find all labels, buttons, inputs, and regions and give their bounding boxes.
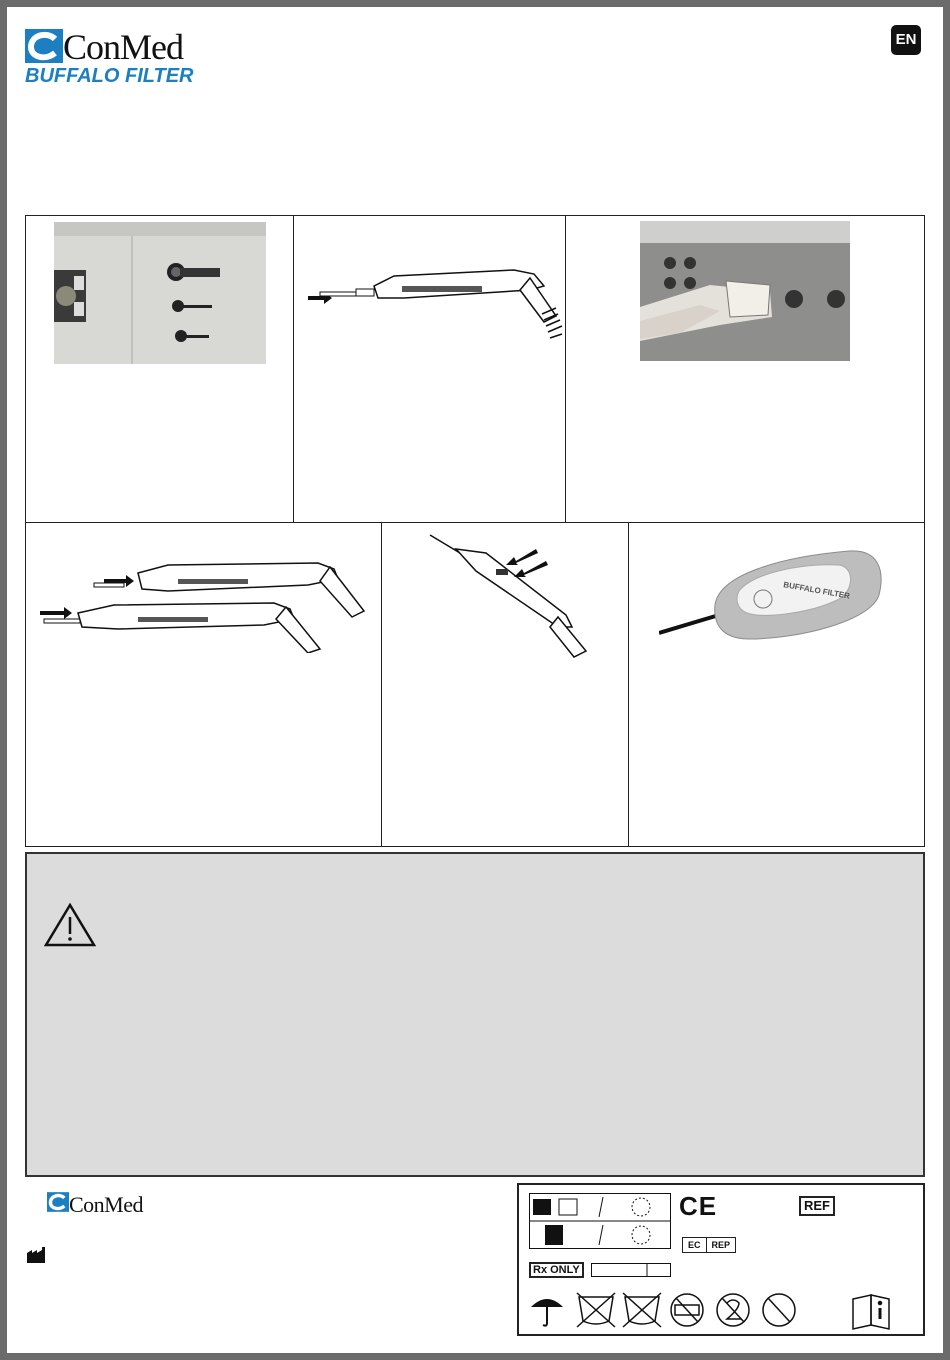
pencil-buttons-drawing (426, 531, 606, 661)
language-badge: EN (891, 25, 921, 55)
lot-box (591, 1263, 671, 1277)
ec-rep-label (682, 1237, 736, 1253)
symbols-box (517, 1183, 925, 1336)
storage-symbols-table (529, 1193, 671, 1249)
conmed-mark-icon (25, 29, 63, 63)
figure-panel-1 (25, 215, 294, 523)
figure-panel-4 (25, 522, 382, 847)
ref-label: REF (799, 1196, 835, 1216)
remote-switch-photo (659, 541, 889, 651)
brand-name: ConMed (63, 27, 183, 67)
temperature-limit-icon (599, 1197, 603, 1217)
prohibition-icon (763, 1294, 795, 1326)
conmed-mark-icon (47, 1192, 69, 1212)
do-not-resterilize-icon (671, 1294, 703, 1326)
rx-only-label: Rx ONLY (529, 1262, 584, 1278)
ec-label: EC (688, 1240, 701, 1250)
rep-label: REP (706, 1238, 736, 1252)
humidity-icon (632, 1226, 650, 1244)
conmed-logo (25, 29, 194, 88)
device-label: BUFFALO FILTER (782, 580, 851, 601)
transport-icon (533, 1199, 551, 1215)
usage-symbols-row (527, 1289, 907, 1331)
arrow-icon (40, 607, 72, 619)
keep-dry-icon (531, 1299, 563, 1326)
footer-conmed-logo (47, 1192, 143, 1218)
hand-connect-photo (640, 221, 850, 361)
two-pencils-drawing (38, 533, 378, 653)
figure-panel-5 (381, 522, 629, 847)
warning-triangle-icon (43, 902, 97, 948)
warning-panel (25, 852, 925, 1177)
figure-panel-3 (565, 215, 925, 523)
storage-icon (559, 1199, 577, 1215)
arrow-icon (514, 561, 548, 577)
ce-mark: CE (679, 1191, 718, 1221)
manufacturer-icon (27, 1247, 45, 1263)
arrow-icon (506, 549, 538, 565)
consult-instructions-icon (853, 1295, 889, 1329)
console-ports-photo (54, 222, 266, 364)
no-rust-icon (623, 1293, 661, 1327)
figure-panel-6 (628, 522, 925, 847)
operation-icon (545, 1225, 563, 1245)
temperature-limit-icon (599, 1225, 603, 1245)
humidity-icon (632, 1198, 650, 1216)
smoke-pencil-insert-drawing (294, 256, 564, 366)
footer-brand-name: ConMed (69, 1192, 143, 1217)
buffalo-filter-logo: BUFFALO FILTER (25, 65, 194, 87)
do-not-reuse-icon (717, 1294, 749, 1326)
no-rust-icon (577, 1293, 615, 1327)
figure-panel-2 (293, 215, 566, 523)
